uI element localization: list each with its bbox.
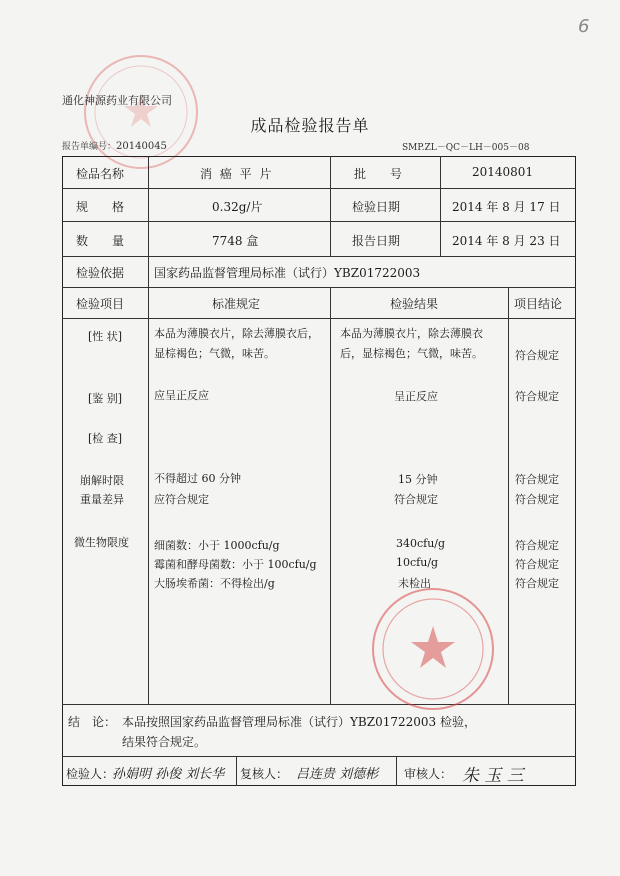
col-header-conclusion: 项目结论 xyxy=(514,297,563,311)
reviewer-label: 复核人： xyxy=(240,767,289,781)
res-bengjie: 15 分钟 xyxy=(398,473,438,486)
row-divider xyxy=(62,188,576,189)
quantity-value: 7748 盒 xyxy=(212,234,259,248)
product-label: 检品名称 xyxy=(76,167,125,181)
spec-value: 0.32g/片 xyxy=(212,200,263,214)
std-xingzhuang-2: 显棕褐色；气微，味苦。 xyxy=(154,347,275,360)
res-weishengwu-2: 10cfu/g xyxy=(396,556,439,569)
item-weishengwu: 微生物限度 xyxy=(74,536,129,549)
row-divider xyxy=(62,221,576,222)
item-bengjie: 崩解时限 xyxy=(80,474,124,487)
col-divider xyxy=(396,756,397,786)
std-weishengwu-1: 细菌数：小于 1000cfu/g xyxy=(154,539,280,552)
std-weishengwu-2: 霉菌和酵母菌数：小于 100cfu/g xyxy=(154,558,317,571)
con-weishengwu-1: 符合规定 xyxy=(515,539,559,552)
row-divider xyxy=(62,287,576,288)
inspect-date-label: 检验日期 xyxy=(352,200,401,214)
inspector-label: 检验人： xyxy=(66,767,115,781)
report-number xyxy=(62,139,167,152)
item-jiancha: [检 查] xyxy=(88,432,123,445)
company-name: 通化神源药业有限公司 xyxy=(62,94,172,107)
report-number-value: 20140045 xyxy=(116,141,167,152)
row-divider xyxy=(62,318,576,319)
item-xingzhuang: [性 状] xyxy=(88,330,123,343)
con-weishengwu-3: 符合规定 xyxy=(515,577,559,590)
quantity-label: 数 量 xyxy=(76,234,125,248)
con-xingzhuang: 符合规定 xyxy=(515,349,559,362)
item-zhongliang: 重量差异 xyxy=(80,493,124,506)
form-code: SMP.ZL－QC－LH－005－08 xyxy=(402,143,530,153)
col-header-standard: 标准规定 xyxy=(212,297,261,311)
col-divider xyxy=(508,287,509,704)
std-bengjie: 不得超过 60 分钟 xyxy=(154,472,241,485)
approver-label: 审核人： xyxy=(404,767,453,781)
conclusion-line-1: 本品按照国家药品监督管理局标准（试行）YBZ01722003 检验， xyxy=(122,715,476,729)
item-jianbie: [鉴 别] xyxy=(88,392,123,405)
product-value: 消 癌 平 片 xyxy=(200,167,274,181)
col-divider xyxy=(236,756,237,786)
col-divider xyxy=(148,156,149,256)
res-weishengwu-3: 未检出 xyxy=(398,577,431,590)
con-weishengwu-2: 符合规定 xyxy=(515,558,559,571)
res-weishengwu-1: 340cfu/g xyxy=(396,537,446,550)
std-jianbie: 应呈正反应 xyxy=(154,389,209,402)
col-divider xyxy=(330,156,331,256)
inspector-signature: 孙娟明 孙俊 刘长华 xyxy=(112,767,225,782)
report-date-label: 报告日期 xyxy=(352,234,401,248)
res-zhongliang: 符合规定 xyxy=(394,493,438,506)
report-number-label: 报告单编号： xyxy=(62,142,117,152)
con-zhongliang: 符合规定 xyxy=(515,493,559,506)
report-table xyxy=(62,156,576,786)
inspect-date-value: 2014 年 8 月 17 日 xyxy=(452,200,561,214)
report-date-value: 2014 年 8 月 23 日 xyxy=(452,234,561,248)
row-divider xyxy=(62,704,576,705)
page-title: 成品检验报告单 xyxy=(250,116,370,135)
inspection-seal xyxy=(372,588,494,710)
batch-label: 批 号 xyxy=(354,167,403,181)
col-divider xyxy=(148,287,149,704)
res-xingzhuang-1: 本品为薄膜衣片，除去薄膜衣 xyxy=(340,327,483,340)
col-header-result: 检验结果 xyxy=(390,297,439,311)
approver-signature: 朱 玉 三 xyxy=(462,766,524,786)
res-xingzhuang-2: 后，显棕褐色；气微，味苦。 xyxy=(340,347,483,360)
res-jianbie: 呈正反应 xyxy=(394,390,438,403)
row-divider xyxy=(62,256,576,257)
reviewer-signature: 吕连贵 刘德彬 xyxy=(296,767,379,782)
con-bengjie: 符合规定 xyxy=(515,473,559,486)
batch-value: 20140801 xyxy=(472,165,534,179)
std-zhongliang: 应符合规定 xyxy=(154,493,209,506)
std-weishengwu-3: 大肠埃希菌：不得检出/g xyxy=(154,577,275,590)
col-divider xyxy=(148,256,149,287)
col-divider xyxy=(330,287,331,704)
std-xingzhuang-1: 本品为薄膜衣片，除去薄膜衣后， xyxy=(154,327,319,340)
basis-value: 国家药品监督管理局标准（试行）YBZ01722003 xyxy=(154,266,421,280)
row-divider xyxy=(62,756,576,757)
col-divider xyxy=(440,156,441,256)
spec-label: 规 格 xyxy=(76,200,125,214)
basis-label: 检验依据 xyxy=(76,266,125,280)
page-number: 6 xyxy=(578,16,590,37)
conclusion-label: 结 论： xyxy=(68,715,117,729)
col-header-item: 检验项目 xyxy=(76,297,125,311)
con-jianbie: 符合规定 xyxy=(515,390,559,403)
conclusion-line-2: 结果符合规定。 xyxy=(122,735,207,749)
